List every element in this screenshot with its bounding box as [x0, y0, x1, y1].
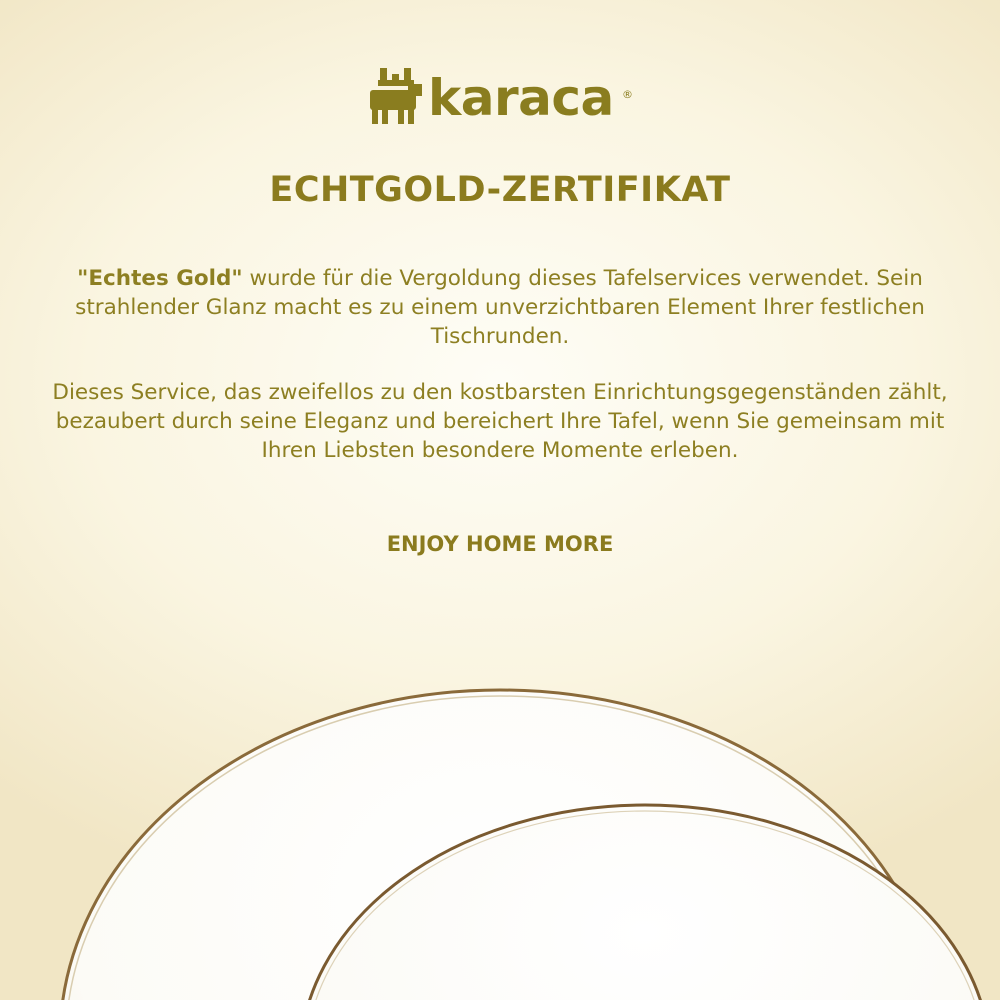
intro-highlight: "Echtes Gold" [77, 266, 243, 291]
brand-wordmark: karaca [428, 69, 614, 127]
reindeer-crown-icon [368, 66, 426, 126]
karaca-logo [368, 62, 636, 132]
page-title: ECHTGOLD-ZERTIFIKAT [269, 170, 731, 210]
gold-rim-plates-image [0, 600, 1000, 1000]
intro-paragraph [40, 264, 960, 351]
tagline: ENJOY HOME MORE [386, 532, 614, 556]
description-paragraph: Dieses Service, das zweifellos zu den kostbarsten Einrichtungsgegenständen zählt, bezaubert durch seine Eleganz und bereichert Ihre Tafel, wenn Sie gemeinsam mit Ihren Liebsten besondere Momente erleben. [52, 380, 948, 463]
registered-mark: ® [622, 88, 633, 101]
intro-text: wurde für die Vergoldung dieses Tafelservices verwendet. Sein strahlender Glanz macht es zu einem unverzichtbaren Element Ihrer festlichen Tischrunden. [75, 266, 925, 349]
